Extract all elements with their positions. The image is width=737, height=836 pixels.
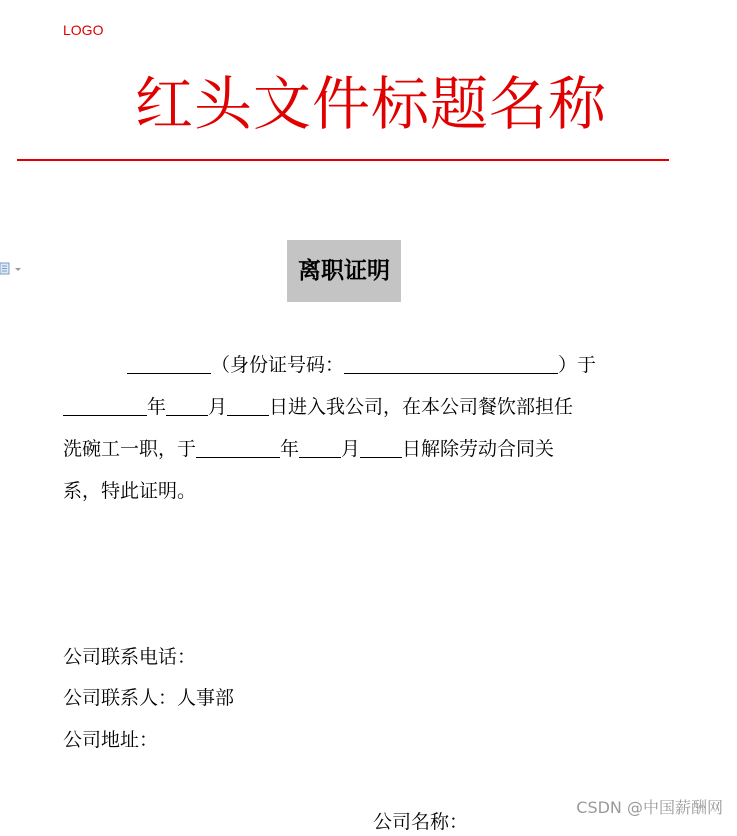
company-contact-label: 公司联系人：人事部	[63, 687, 235, 709]
close-paren-yu: ）于	[558, 354, 597, 376]
logo-text: LOGO	[63, 22, 104, 38]
company-phone-label: 公司联系电话：	[63, 646, 197, 668]
leave-day-blank[interactable]	[360, 437, 402, 458]
leave-year-label: 年	[280, 438, 300, 460]
document-dropdown-icon[interactable]	[0, 261, 24, 275]
watermark: CSDN @中国薪酬网	[576, 798, 723, 817]
entry-day-blank[interactable]	[227, 395, 269, 416]
red-header-rule	[17, 159, 669, 161]
name-blank[interactable]	[127, 353, 211, 374]
id-label: （身份证号码：	[211, 354, 345, 376]
entry-month-label: 月	[208, 396, 228, 418]
red-header-title: 红头文件标题名称	[134, 70, 607, 138]
leave-month-label: 月	[341, 438, 361, 460]
document-title-highlight	[287, 240, 401, 302]
paragraph-line-3	[63, 435, 554, 463]
leave-month-blank[interactable]	[299, 437, 341, 458]
position-text: 洗碗工一职，于	[63, 438, 197, 460]
paragraph-line-4: 系，特此证明。	[63, 480, 197, 502]
document-title: 离职证明	[298, 258, 390, 284]
entry-year-blank[interactable]	[63, 395, 147, 416]
paragraph-line-1	[127, 351, 596, 379]
company-address-label: 公司地址：	[63, 729, 159, 751]
entry-month-blank[interactable]	[166, 395, 208, 416]
entry-year-label: 年	[147, 396, 167, 418]
id-number-blank[interactable]	[344, 353, 558, 374]
company-name-label: 公司名称：	[373, 811, 469, 833]
entry-day-text: 日进入我公司，在本公司餐饮部担任	[269, 396, 574, 418]
paragraph-line-2	[63, 393, 573, 421]
leave-year-blank[interactable]	[196, 437, 280, 458]
leave-day-text: 日解除劳动合同关	[402, 438, 555, 460]
